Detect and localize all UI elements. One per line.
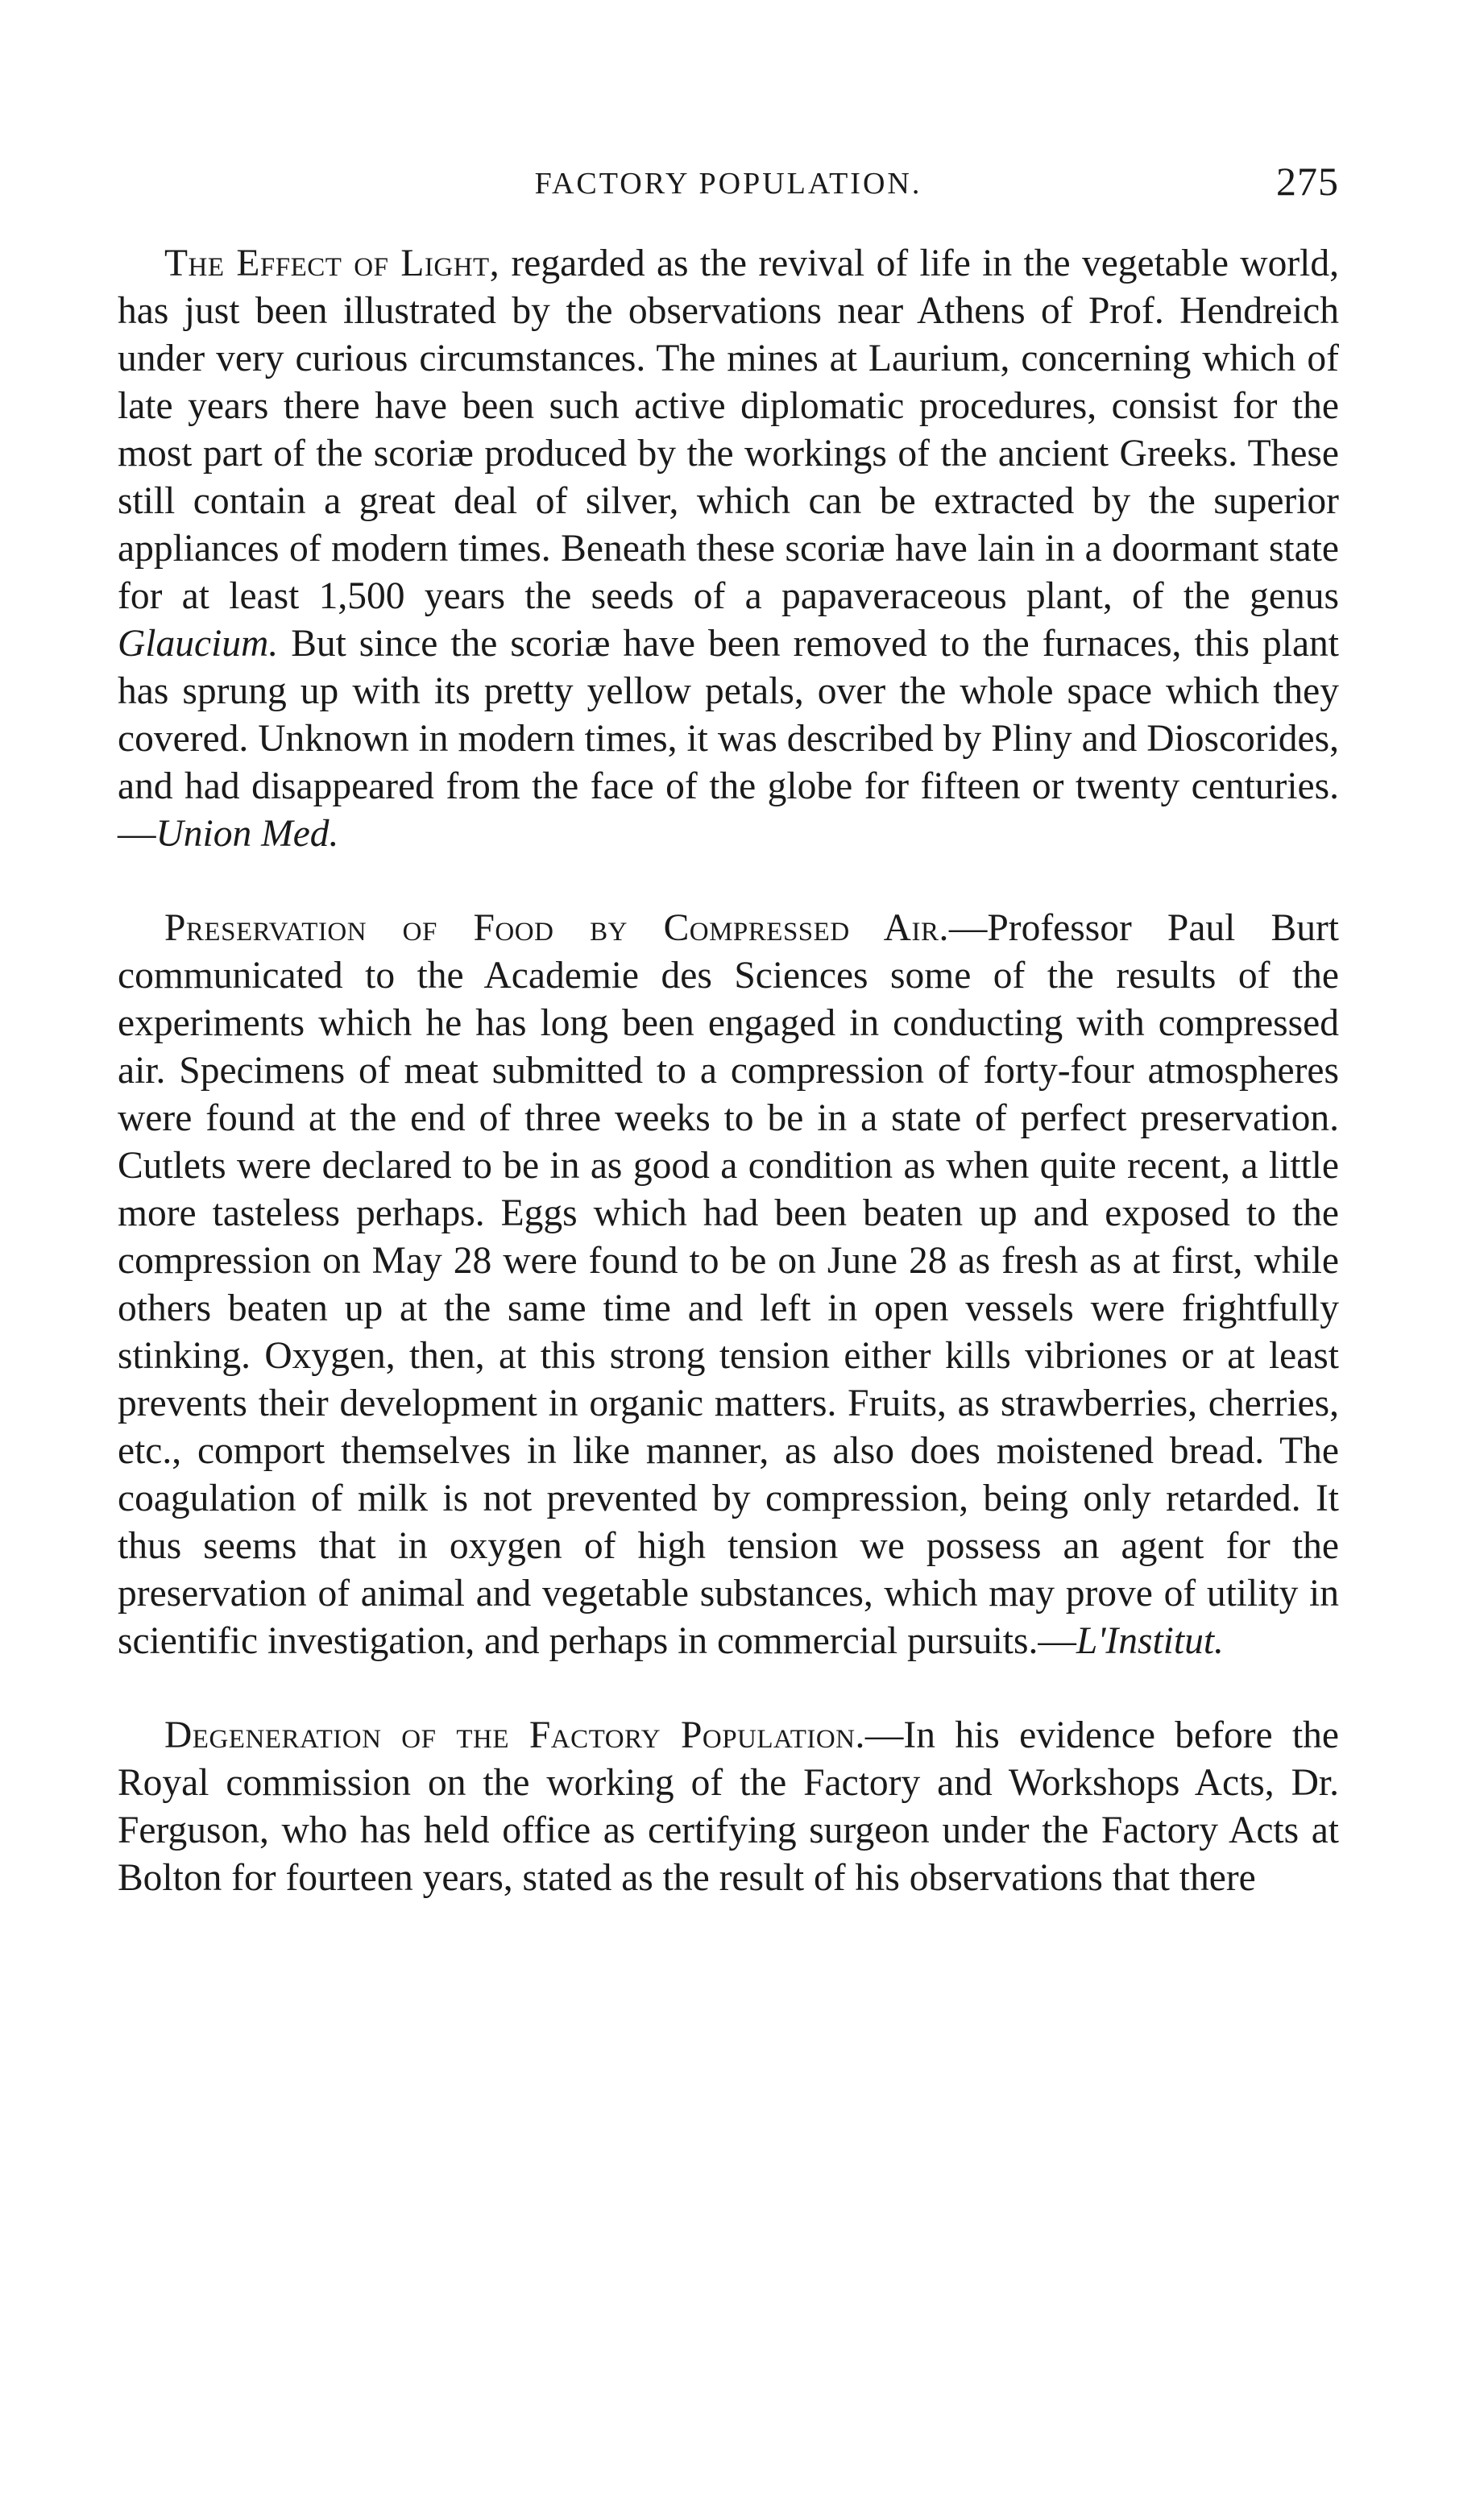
paragraph-heading: Preservation of Food by Compressed Air.	[164, 907, 949, 949]
page-number: 275	[1276, 159, 1339, 204]
paragraph-text: —Professor Paul Burt communicated to the Academie des Sciences some of the results of the experiments which he has long been engaged in conducting with compressed air. Specimens of meat submitted to a compression of forty-four atmospheres were found at the end of three weeks to be in a state of perfect preservation. Cutlets were declared to be in as good a condition as when quite recent, a little more tasteless perhaps. Eggs which had been beaten up and exposed to the compression on May 28 were found to be on June 28 as fresh as at first, while others beaten up at the same time and left in open vessels were frightfully stinking. Oxygen, then, at this strong tension either kills vibriones or at least prevents their development in organic matters. Fruits, as strawberries, cherries, etc., comport themselves in like manner, as also does moistened bread. The coagulation of milk is not prevented by compression, being only retarded. It thus seems that in oxygen of high tension we possess an agent for the preservation of animal and vegetable substances, which may prove of utility in scientific investigation, and perhaps in commercial pursuits.—	[118, 907, 1339, 1662]
paragraph-effect-of-light	[118, 240, 1339, 858]
citation-source: Union Med.	[155, 813, 339, 855]
citation-source: L'Institut.	[1076, 1620, 1224, 1662]
running-header	[118, 158, 1339, 209]
paragraph-text: —In his evidence before the Royal commission on the working of the Factory and Workshops Acts, Dr. Ferguson, who has held office as certifying surgeon under the Factory Acts at Bolton for fourteen years, stated as the result of his observations that there	[118, 1714, 1339, 1899]
genus-name: Glaucium.	[118, 623, 279, 665]
body-text	[118, 240, 1339, 1902]
paragraph-heading: The Effect of Light,	[164, 242, 500, 284]
paragraph-degeneration-factory-population	[118, 1712, 1339, 1902]
paragraph-heading: Degeneration of the Factory Population.	[164, 1714, 865, 1756]
running-title: FACTORY POPULATION.	[534, 167, 922, 201]
paragraph-text-continued: But since the scoriæ have been removed to the furnaces, this plant has sprung up with its pretty yellow petals, over the whole space which they covered. Unknown in modern times, it was described by Pliny and Dioscorides, and had disappeared from the face of the globe for fifteen or twenty centuries.—	[118, 623, 1339, 855]
paragraph-text: regarded as the revival of life in the vegetable world, has just been illustrated by the observations near Athens of Prof. Hendreich under very curious circumstances. The mines at Laurium, concerning which of late years there have been such active diplomatic procedures, consist for the most part of the scoriæ produced by the workings of the ancient Greeks. These still contain a great deal of silver, which can be extracted by the superior appliances of modern times. Beneath these scoriæ have lain in a doormant state for at least 1,500 years the seeds of a papaveraceous plant, of the genus	[118, 242, 1339, 617]
paragraph-preservation-of-food	[118, 905, 1339, 1665]
